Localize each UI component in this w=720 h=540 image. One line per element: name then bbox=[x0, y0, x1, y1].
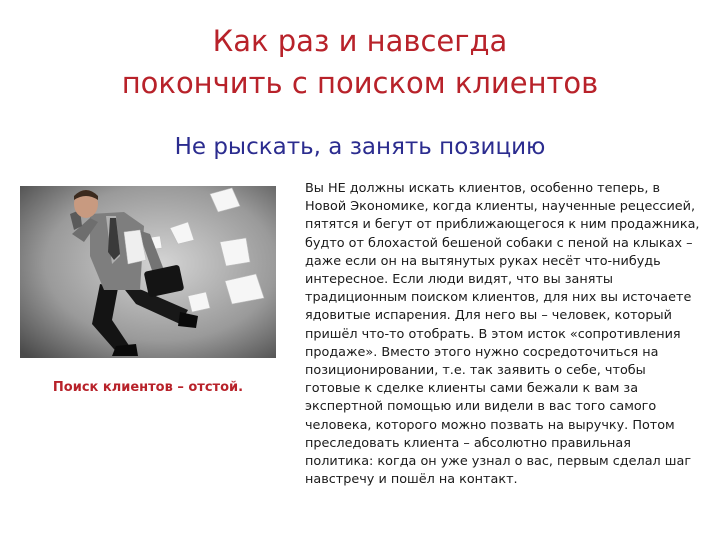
body-paragraph: Вы НЕ должны искать клиентов, особенно теперь, в Новой Экономике, когда клиенты, наученные рецессией, пятятся и бегут от приближающегося к ним продажника, будто от блохастой бешеной собаки с пеной на клыках – даже если он на вытянутых руках несёт что-нибудь интересное. Если люди видят, что вы заняты традиционным поиском клиентов, для них вы источаете ядовитые испарения. Для него вы – человек, который пришёл что-то отобрать. В этом исток «сопротивления продаже». Вместо этого нужно сосредоточиться на позиционировании, т.е. так заявить о себе, чтобы готовые к сделке клиенты сами бежали к вам за экспертной помощью или видели в вас того самого человека, которого можно позвать на выручку. Потом преследовать клиента – абсолютно правильная политика: когда он уже узнал о вас, первым сделал шаг навстречу и пошёл на контакт. bbox=[305, 181, 700, 488]
slide-title-line-1: Как раз и навсегда bbox=[212, 24, 508, 58]
image-caption: Поиск клиентов – отстой. bbox=[52, 380, 244, 395]
slide-title-line-2: покончить с поиском клиентов bbox=[121, 66, 599, 100]
running-businessman-photo bbox=[20, 186, 276, 358]
slide-title bbox=[0, 20, 720, 104]
slide-subtitle: Не рыскать, а занять позицию bbox=[174, 134, 546, 160]
